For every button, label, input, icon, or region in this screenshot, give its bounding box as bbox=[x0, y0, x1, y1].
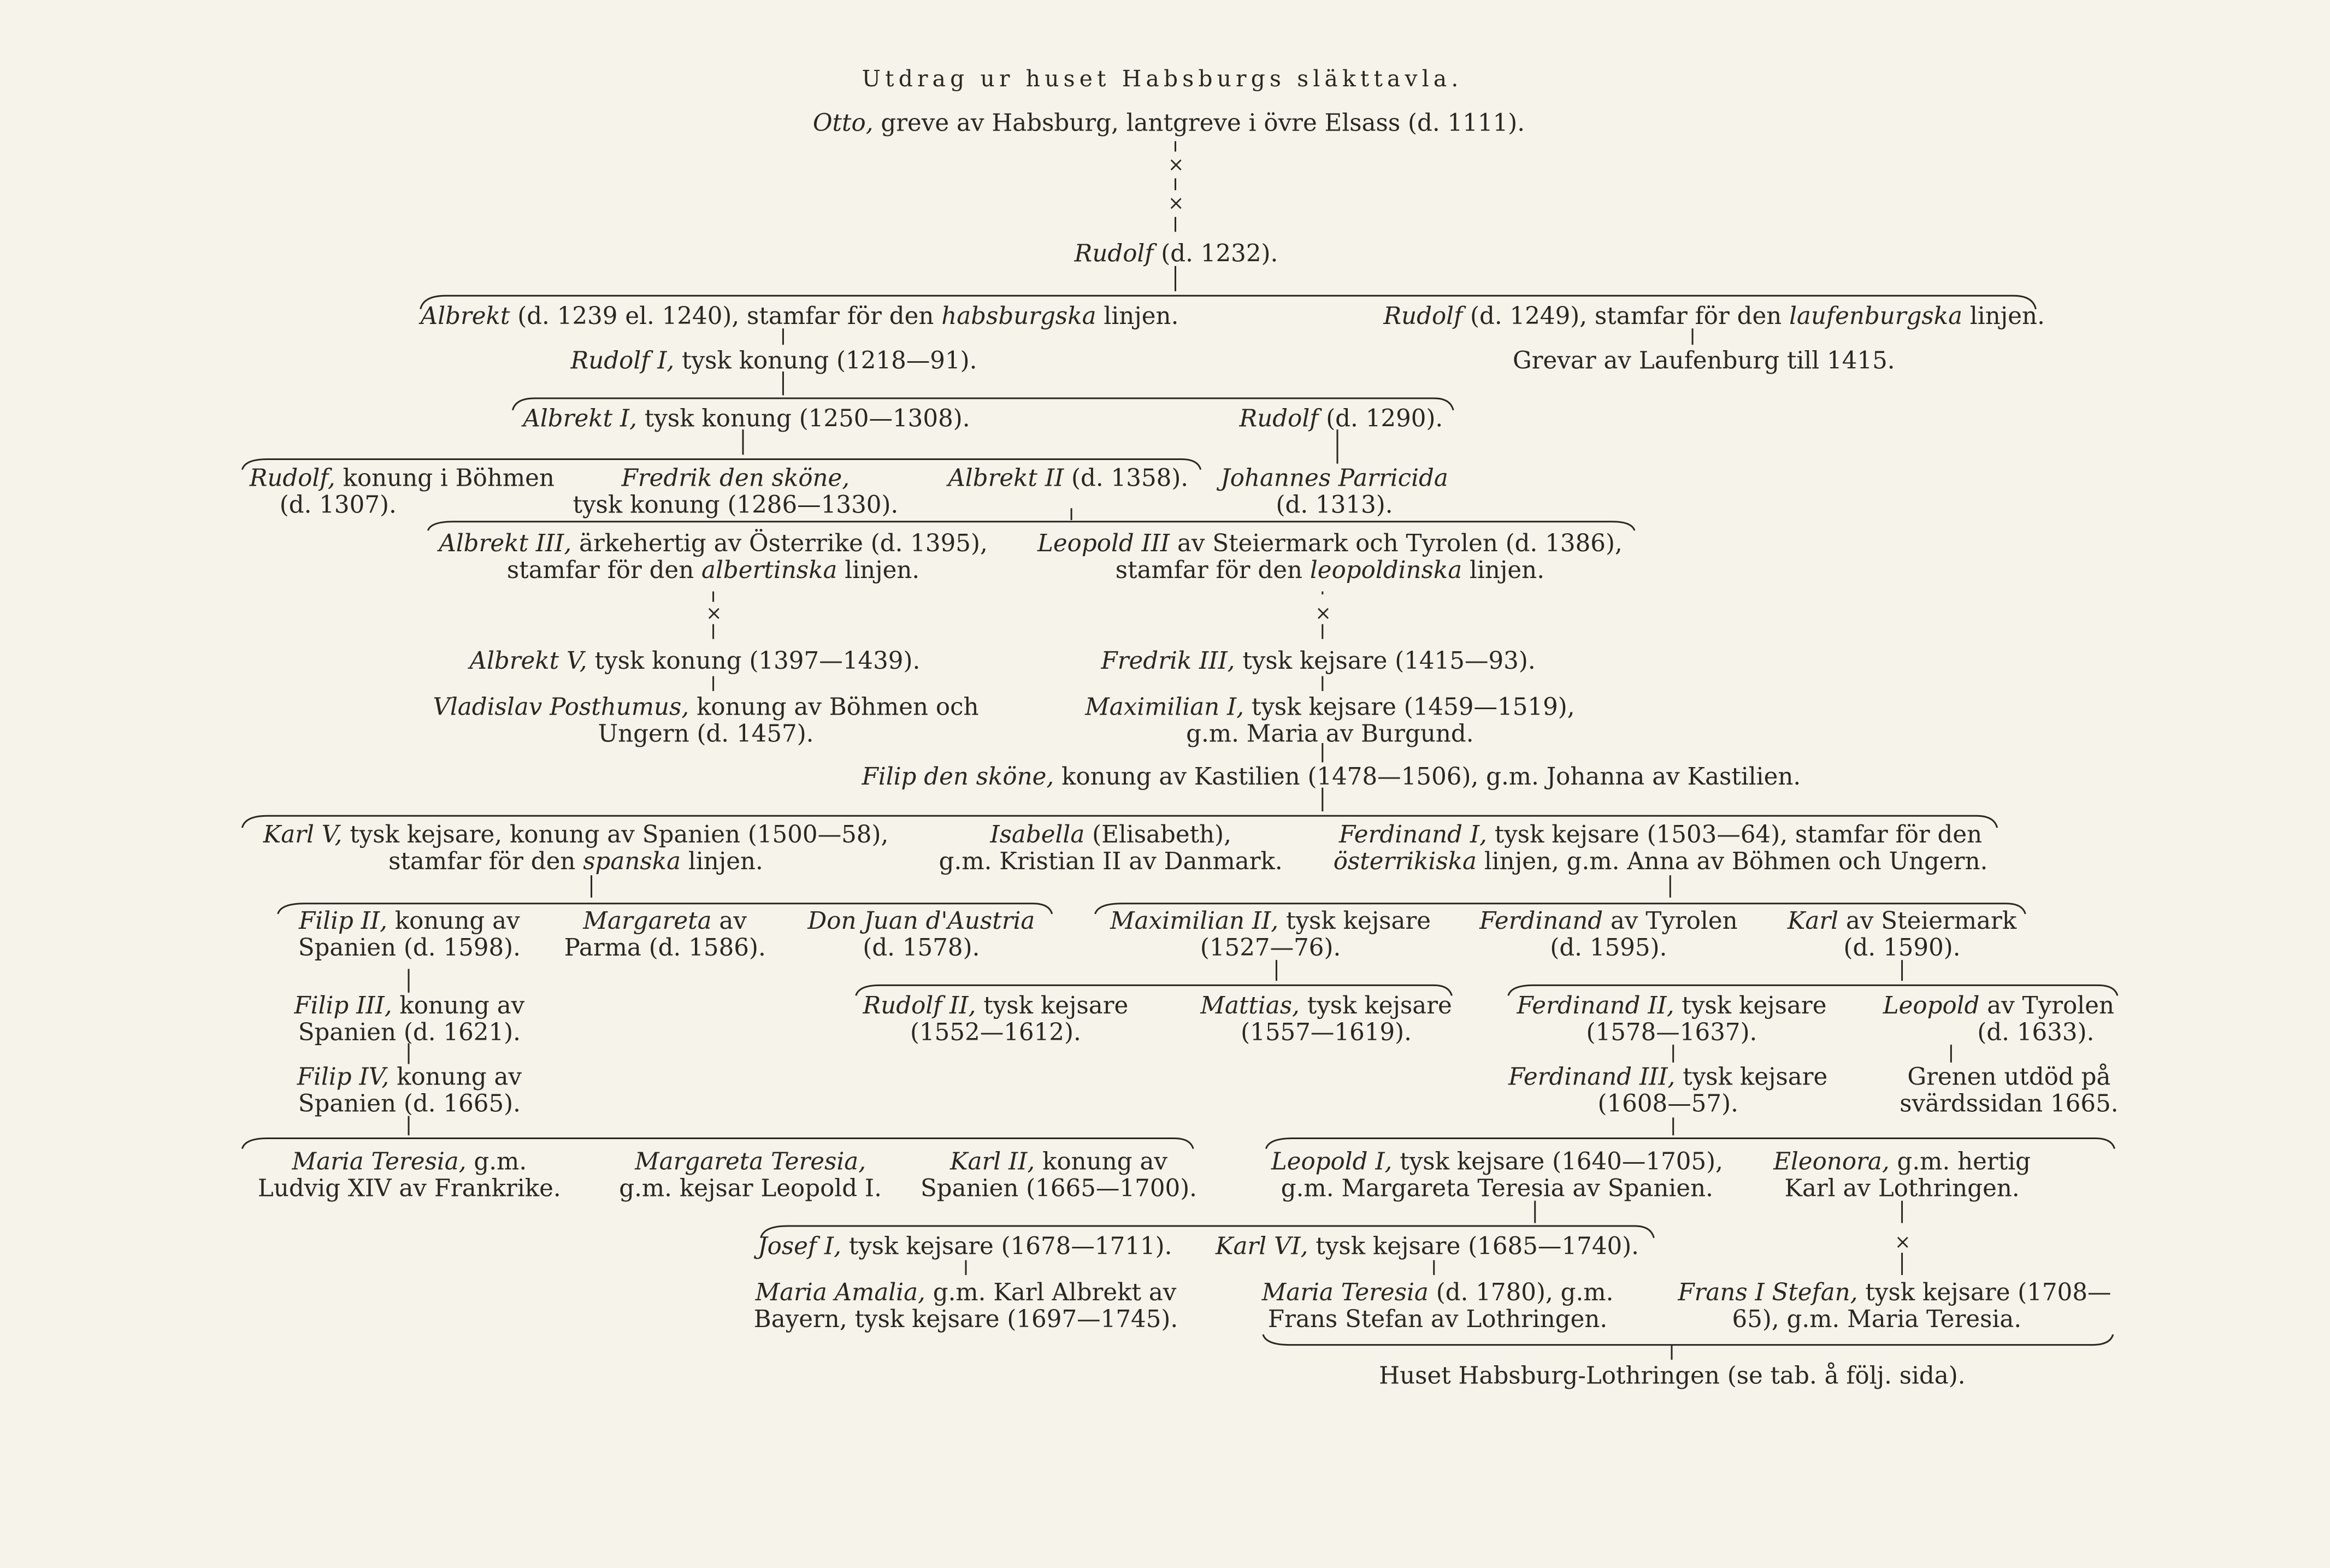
person-maria-teresia-1: Maria Teresia, g.m. Ludvig XIV av Frankrike. bbox=[257, 1147, 561, 1202]
person-vladislav: Vladislav Posthumus, konung av Böhmen och Ungern (d. 1457). bbox=[433, 692, 979, 748]
person-mattias: Mattias, tysk kejsare (1557—1619). bbox=[1200, 991, 1452, 1046]
person-ferdinand-ii: Ferdinand II, tysk kejsare (1578—1637). bbox=[1517, 991, 1827, 1046]
grenen-note: Grenen utdöd på svärdssidan 1665. bbox=[1900, 1062, 2119, 1118]
person-leopold-tyrolen: Leopold av Tyrolen (d. 1633). bbox=[1883, 991, 2115, 1046]
person-josef-i: Josef I, tysk kejsare (1678—1711). bbox=[758, 1231, 1172, 1260]
person-karl-vi: Karl VI, tysk kejsare (1685—1740). bbox=[1215, 1231, 1639, 1260]
person-karl-ii: Karl II, konung av Spanien (1665—1700). bbox=[920, 1147, 1198, 1202]
person-margareta-teresia: Margareta Teresia, g.m. kejsar Leopold I. bbox=[619, 1147, 882, 1202]
person-filip-iv: Filip IV, konung av Spanien (d. 1665). bbox=[297, 1062, 522, 1118]
cross-mark: × bbox=[1167, 154, 1184, 177]
person-maximilian-i: Maximilian I, tysk kejsare (1459—1519), g.m. Maria av Burgund. bbox=[1085, 692, 1575, 748]
huset-habsburg-lothringen: Huset Habsburg-Lothringen (se tab. å följ. sida). bbox=[1379, 1361, 1966, 1390]
cross-mark: × bbox=[706, 603, 722, 626]
person-maximilian-ii: Maximilian II, tysk kejsare (1527—76). bbox=[1110, 906, 1431, 962]
person-maria-teresia-2: Maria Teresia (d. 1780), g.m. Frans Stefan av Lothringen. bbox=[1261, 1278, 1614, 1333]
person-rudolf-1249: Rudolf (d. 1249), stamfar för den laufenburgska linjen. bbox=[1383, 302, 2045, 330]
person-filip-iii: Filip III, konung av Spanien (d. 1621). bbox=[294, 991, 525, 1046]
person-rudolf-ii: Rudolf II, tysk kejsare (1552—1612). bbox=[863, 991, 1129, 1046]
person-ferdinand-tyrolen: Ferdinand av Tyrolen (d. 1595). bbox=[1479, 906, 1738, 962]
person-albrekt-1239: Albrekt (d. 1239 el. 1240), stamfar för den habsburgska linjen. bbox=[420, 302, 1179, 330]
person-rudolf-1232: Rudolf (d. 1232). bbox=[1074, 239, 1278, 268]
grevar-laufenburg: Grevar av Laufenburg till 1415. bbox=[1512, 346, 1895, 375]
person-johannes-parricida: Johannes Parricida (d. 1313). bbox=[1220, 463, 1448, 519]
person-rudolf-i: Rudolf I, tysk konung (1218—91). bbox=[570, 346, 977, 375]
person-frans-stefan: Frans I Stefan, tysk kejsare (1708— 65), g.m. Maria Teresia. bbox=[1678, 1278, 2111, 1333]
person-otto: Otto, greve av Habsburg, lantgreve i övre Elsass (d. 1111). bbox=[812, 108, 1525, 137]
cross-mark: × bbox=[1315, 603, 1331, 626]
person-filip-ii: Filip II, konung av Spanien (d. 1598). bbox=[298, 906, 521, 962]
person-rudolf-bohmen: Rudolf, konung i Böhmen (d. 1307). bbox=[249, 463, 555, 519]
person-karl-steiermark: Karl av Steiermark (d. 1590). bbox=[1787, 906, 2017, 962]
person-isabella: Isabella (Elisabeth), g.m. Kristian II av Danmark. bbox=[939, 820, 1283, 876]
person-rudolf-1290: Rudolf (d. 1290). bbox=[1239, 404, 1443, 433]
person-karl-v: Karl V, tysk kejsare, konung av Spanien (1500—58), stamfar för den spanska linjen. bbox=[263, 820, 889, 876]
person-leopold-i: Leopold I, tysk kejsare (1640—1705), g.m. Margareta Teresia av Spanien. bbox=[1271, 1147, 1723, 1202]
person-don-juan: Don Juan d'Austria (d. 1578). bbox=[807, 906, 1035, 962]
cross-mark: × bbox=[1895, 1231, 1911, 1254]
person-eleonora: Eleonora, g.m. hertig Karl av Lothringen. bbox=[1773, 1147, 2031, 1202]
person-margareta-parma: Margareta av Parma (d. 1586). bbox=[564, 906, 766, 962]
person-albrekt-iii: Albrekt III, ärkehertig av Österrike (d. 1395), stamfar för den albertinska linjen. bbox=[439, 529, 988, 584]
person-albrekt-ii: Albrekt II (d. 1358). bbox=[948, 463, 1189, 492]
page-title: Utdrag ur huset Habsburgs släkttavla. bbox=[862, 65, 1463, 92]
person-albrekt-v: Albrekt V, tysk konung (1397—1439). bbox=[469, 646, 921, 675]
person-maria-amalia: Maria Amalia, g.m. Karl Albrekt av Bayern, tysk kejsare (1697—1745). bbox=[753, 1278, 1178, 1333]
person-ferdinand-iii: Ferdinand III, tysk kejsare (1608—57). bbox=[1508, 1062, 1828, 1118]
person-ferdinand-i: Ferdinand I, tysk kejsare (1503—64), stamfar för den österrikiska linjen, g.m. Anna av Böhmen och Ungern. bbox=[1333, 820, 1988, 876]
person-filip-skone: Filip den sköne, konung av Kastilien (1478—1506), g.m. Johanna av Kastilien. bbox=[862, 762, 1801, 791]
person-fredrik-iii: Fredrik III, tysk kejsare (1415—93). bbox=[1101, 646, 1536, 675]
person-leopold-iii: Leopold III av Steiermark och Tyrolen (d. 1386), stamfar för den leopoldinska linjen. bbox=[1037, 529, 1623, 584]
person-fredrik-skone: Fredrik den sköne, tysk konung (1286—1330). bbox=[573, 463, 899, 519]
person-albrekt-i: Albrekt I, tysk konung (1250—1308). bbox=[523, 404, 970, 433]
cross-mark: × bbox=[1167, 193, 1184, 216]
